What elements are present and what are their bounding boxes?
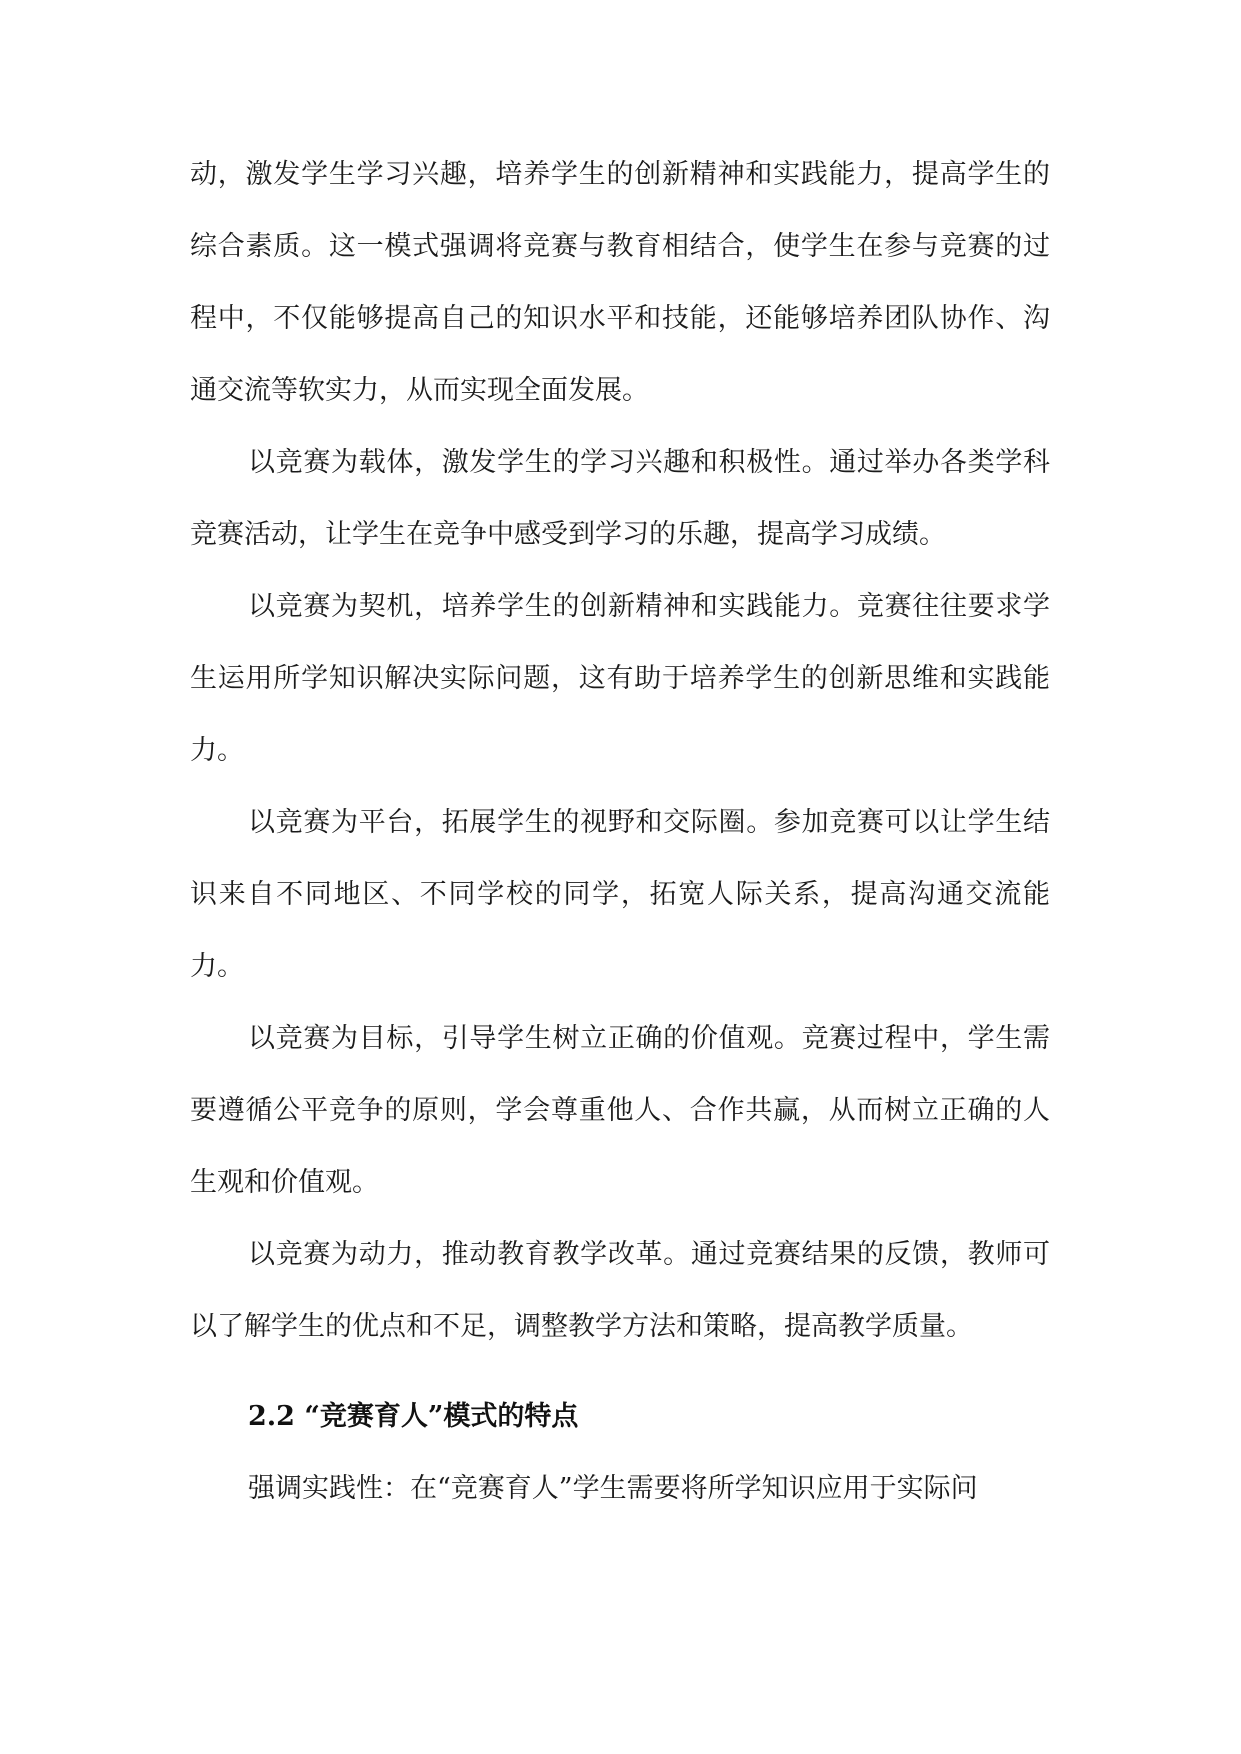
section-heading: 2.2 “竞赛育人”模式的特点: [248, 1401, 579, 1432]
paragraph-motivation: 以竞赛为动力，推动教育教学改革。通过竞赛结果的反馈，教师可以了解学生的优点和不足，调整教学方法和策略，提高教学质量。: [190, 1239, 1050, 1342]
paragraph-opportunity: 以竞赛为契机，培养学生的创新精神和实践能力。竞赛往往要求学生运用所学知识解决实际问题，这有助于培养学生的创新思维和实践能力。: [190, 591, 1050, 766]
paragraph-continuation: 动，激发学生学习兴趣，培养学生的创新精神和实践能力，提高学生的综合素质。这一模式强调将竞赛与教育相结合，使学生在参与竞赛的过程中，不仅能够提高自己的知识水平和技能，还能够培养团队协作、沟通交流等软实力，从而实现全面发展。: [190, 159, 1050, 406]
paragraph-carrier: 以竞赛为载体，激发学生的学习兴趣和积极性。通过举办各类学科竞赛活动，让学生在竞争中感受到学习的乐趣，提高学习成绩。: [190, 447, 1050, 550]
paragraph-practicality: 强调实践性：在“竞赛育人”学生需要将所学知识应用于实际问: [248, 1473, 978, 1504]
document-body: [190, 139, 1050, 1525]
paragraph-platform: 以竞赛为平台，拓展学生的视野和交际圈。参加竞赛可以让学生结识来自不同地区、不同学校的同学，拓宽人际关系，提高沟通交流能力。: [190, 807, 1050, 982]
paragraph-goal: 以竞赛为目标，引导学生树立正确的价值观。竞赛过程中，学生需要遵循公平竞争的原则，学会尊重他人、合作共赢，从而树立正确的人生观和价值观。: [190, 1023, 1050, 1198]
